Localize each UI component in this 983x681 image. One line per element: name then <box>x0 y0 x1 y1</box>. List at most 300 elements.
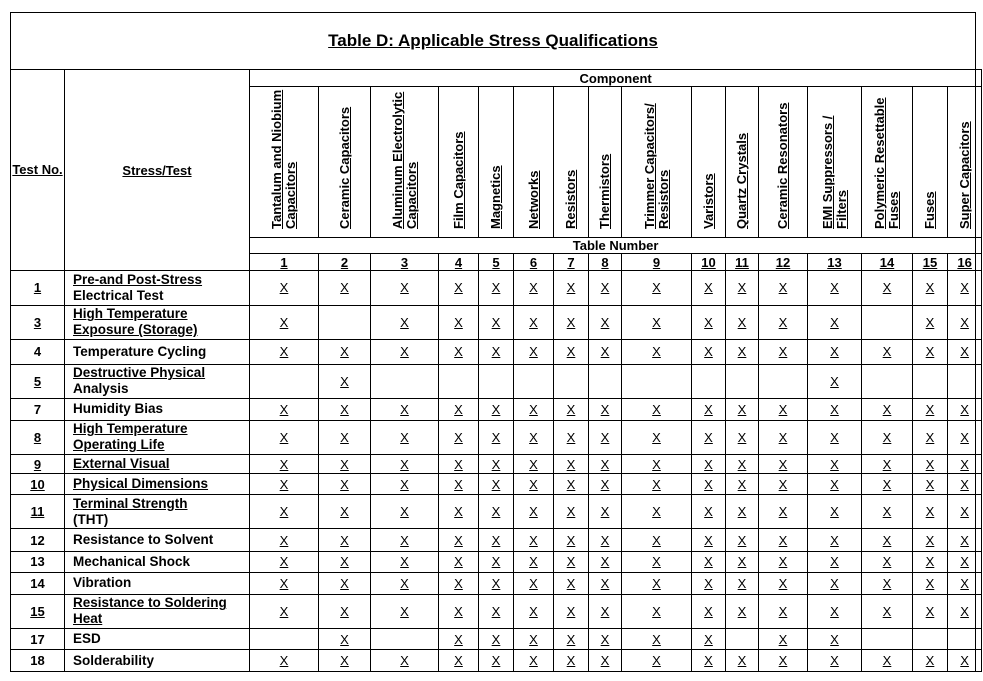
component-header <box>692 87 726 238</box>
applicability-mark: X <box>948 594 982 629</box>
applicability-mark: X <box>439 650 479 672</box>
applicability-mark: X <box>759 494 808 529</box>
applicability-mark: X <box>808 650 862 672</box>
applicability-mark <box>726 629 759 650</box>
applicability-mark: X <box>862 474 913 494</box>
component-header <box>554 87 589 238</box>
component-name: Polymeric Resettable Fuses <box>872 97 901 229</box>
test-number: 13 <box>11 551 65 572</box>
applicability-mark: X <box>439 494 479 529</box>
applicability-mark: X <box>479 650 514 672</box>
component-header <box>948 87 982 238</box>
applicability-mark: X <box>589 594 622 629</box>
applicability-mark: X <box>808 340 862 364</box>
applicability-mark: X <box>439 551 479 572</box>
stress-test-name: Physical Dimensions <box>65 474 250 494</box>
applicability-mark: X <box>726 474 759 494</box>
applicability-mark: X <box>479 340 514 364</box>
applicability-mark <box>622 364 692 399</box>
applicability-mark: X <box>808 455 862 474</box>
applicability-mark: X <box>692 399 726 420</box>
applicability-mark: X <box>759 594 808 629</box>
applicability-mark: X <box>692 455 726 474</box>
table-row <box>11 529 982 551</box>
stress-test-name: Mechanical Shock <box>65 551 250 572</box>
applicability-mark: X <box>622 474 692 494</box>
applicability-mark: X <box>514 474 554 494</box>
stress-test-name: Vibration <box>65 573 250 594</box>
applicability-mark: X <box>250 551 319 572</box>
table-number: 1 <box>250 254 319 271</box>
applicability-mark: X <box>862 420 913 455</box>
applicability-mark: X <box>808 474 862 494</box>
component-header <box>250 87 319 238</box>
component-header <box>862 87 913 238</box>
table-number: 2 <box>319 254 371 271</box>
table-number: 5 <box>479 254 514 271</box>
component-name: Ceramic Capacitors <box>336 106 352 229</box>
table-number: 15 <box>913 254 948 271</box>
applicability-mark: X <box>948 399 982 420</box>
applicability-mark: X <box>913 573 948 594</box>
applicability-mark: X <box>862 455 913 474</box>
applicability-mark: X <box>622 399 692 420</box>
applicability-mark: X <box>622 420 692 455</box>
applicability-mark: X <box>371 420 439 455</box>
applicability-mark <box>913 629 948 650</box>
test-number: 14 <box>11 573 65 594</box>
applicability-mark: X <box>514 340 554 364</box>
applicability-mark: X <box>371 399 439 420</box>
table-number: 4 <box>439 254 479 271</box>
stress-test-name: Pre-and Post-Stress Electrical Test <box>65 271 250 306</box>
applicability-mark: X <box>692 650 726 672</box>
test-number: 8 <box>11 420 65 455</box>
applicability-mark: X <box>514 305 554 340</box>
applicability-mark: X <box>948 420 982 455</box>
applicability-mark: X <box>692 271 726 306</box>
applicability-mark: X <box>862 399 913 420</box>
applicability-mark: X <box>913 650 948 672</box>
applicability-mark: X <box>479 573 514 594</box>
applicability-mark: X <box>759 271 808 306</box>
applicability-mark: X <box>371 305 439 340</box>
test-number: 11 <box>11 494 65 529</box>
applicability-mark: X <box>514 573 554 594</box>
applicability-mark: X <box>250 305 319 340</box>
applicability-mark: X <box>371 573 439 594</box>
test-number: 18 <box>11 650 65 672</box>
applicability-mark: X <box>554 420 589 455</box>
applicability-mark: X <box>589 455 622 474</box>
applicability-mark: X <box>726 455 759 474</box>
table-row <box>11 573 982 594</box>
applicability-mark: X <box>514 594 554 629</box>
applicability-mark: X <box>319 573 371 594</box>
applicability-mark: X <box>554 271 589 306</box>
applicability-mark: X <box>319 551 371 572</box>
component-name: Quartz Crystals <box>734 132 749 229</box>
applicability-mark: X <box>439 399 479 420</box>
applicability-mark <box>948 364 982 399</box>
applicability-mark: X <box>439 340 479 364</box>
applicability-mark: X <box>439 305 479 340</box>
table-number: 13 <box>808 254 862 271</box>
applicability-mark: X <box>371 455 439 474</box>
applicability-mark: X <box>692 629 726 650</box>
applicability-mark: X <box>250 494 319 529</box>
applicability-mark: X <box>319 340 371 364</box>
table-number: 14 <box>862 254 913 271</box>
applicability-mark: X <box>319 474 371 494</box>
test-number: 17 <box>11 629 65 650</box>
applicability-mark: X <box>622 271 692 306</box>
applicability-mark: X <box>250 455 319 474</box>
applicability-mark: X <box>554 494 589 529</box>
table-number: 16 <box>948 254 982 271</box>
applicability-mark: X <box>250 529 319 551</box>
applicability-mark: X <box>514 650 554 672</box>
applicability-mark: X <box>479 271 514 306</box>
applicability-mark: X <box>514 629 554 650</box>
applicability-mark: X <box>439 474 479 494</box>
applicability-mark: X <box>319 399 371 420</box>
applicability-mark: X <box>554 455 589 474</box>
applicability-mark <box>371 364 439 399</box>
applicability-mark: X <box>250 594 319 629</box>
applicability-mark: X <box>479 494 514 529</box>
table-row <box>11 420 982 455</box>
applicability-mark: X <box>479 529 514 551</box>
applicability-mark: X <box>250 420 319 455</box>
applicability-mark: X <box>692 551 726 572</box>
applicability-mark: X <box>479 629 514 650</box>
applicability-mark: X <box>554 551 589 572</box>
applicability-mark: X <box>479 594 514 629</box>
applicability-mark: X <box>913 271 948 306</box>
table-row <box>11 364 982 399</box>
component-header <box>913 87 948 238</box>
applicability-mark: X <box>554 340 589 364</box>
applicability-mark: X <box>319 420 371 455</box>
stress-test-name: Resistance to Solvent <box>65 529 250 551</box>
applicability-mark: X <box>726 340 759 364</box>
applicability-mark: X <box>319 650 371 672</box>
component-name: Resistors <box>563 169 578 229</box>
test-number: 5 <box>11 364 65 399</box>
test-number: 4 <box>11 340 65 364</box>
applicability-mark: X <box>913 420 948 455</box>
applicability-mark: X <box>759 399 808 420</box>
applicability-mark: X <box>589 494 622 529</box>
applicability-mark: X <box>250 650 319 672</box>
table-row <box>11 650 982 672</box>
applicability-mark: X <box>439 629 479 650</box>
applicability-mark: X <box>913 305 948 340</box>
applicability-mark: X <box>439 455 479 474</box>
applicability-mark: X <box>589 271 622 306</box>
applicability-mark: X <box>371 474 439 494</box>
applicability-mark: X <box>371 529 439 551</box>
table-number: 7 <box>554 254 589 271</box>
component-name: Super Capacitors <box>956 121 972 229</box>
applicability-mark: X <box>514 399 554 420</box>
applicability-mark: X <box>808 494 862 529</box>
applicability-mark: X <box>913 340 948 364</box>
component-header <box>808 87 862 238</box>
applicability-mark: X <box>554 474 589 494</box>
applicability-mark: X <box>692 340 726 364</box>
applicability-mark: X <box>479 455 514 474</box>
applicability-mark: X <box>862 573 913 594</box>
component-name: Ceramic Resonators <box>775 102 790 229</box>
applicability-mark <box>479 364 514 399</box>
component-header <box>622 87 692 238</box>
applicability-mark <box>862 629 913 650</box>
applicability-mark: X <box>514 271 554 306</box>
applicability-mark: X <box>759 474 808 494</box>
applicability-mark: X <box>759 455 808 474</box>
applicability-mark: X <box>913 474 948 494</box>
stress-test-name: High Temperature Exposure (Storage) <box>65 305 250 340</box>
applicability-mark: X <box>319 494 371 529</box>
applicability-mark: X <box>726 594 759 629</box>
applicability-mark: X <box>808 305 862 340</box>
applicability-mark: X <box>948 340 982 364</box>
table-row <box>11 399 982 420</box>
applicability-mark: X <box>589 573 622 594</box>
applicability-mark: X <box>913 455 948 474</box>
applicability-mark: X <box>862 340 913 364</box>
applicability-mark: X <box>479 420 514 455</box>
applicability-mark: X <box>759 340 808 364</box>
table-row <box>11 629 982 650</box>
applicability-mark: X <box>319 594 371 629</box>
applicability-mark: X <box>250 399 319 420</box>
applicability-mark: X <box>319 629 371 650</box>
applicability-mark: X <box>913 399 948 420</box>
applicability-mark: X <box>589 305 622 340</box>
applicability-mark: X <box>913 594 948 629</box>
test-number: 3 <box>11 305 65 340</box>
component-name: Film Capacitors <box>450 131 466 229</box>
applicability-mark <box>554 364 589 399</box>
header-table-number: Table Number <box>250 238 982 254</box>
applicability-mark: X <box>692 494 726 529</box>
applicability-mark: X <box>371 551 439 572</box>
applicability-mark: X <box>319 529 371 551</box>
applicability-mark: X <box>479 305 514 340</box>
component-name: Varistors <box>700 173 716 229</box>
applicability-mark: X <box>692 305 726 340</box>
applicability-mark: X <box>554 529 589 551</box>
applicability-mark: X <box>589 399 622 420</box>
applicability-mark: X <box>514 551 554 572</box>
stress-test-name: Resistance to Soldering Heat <box>65 594 250 629</box>
applicability-mark: X <box>759 305 808 340</box>
applicability-mark <box>514 364 554 399</box>
applicability-mark: X <box>371 340 439 364</box>
applicability-mark <box>589 364 622 399</box>
applicability-mark: X <box>439 529 479 551</box>
applicability-mark: X <box>589 551 622 572</box>
stress-qualification-table <box>10 69 982 672</box>
component-header <box>726 87 759 238</box>
applicability-mark: X <box>622 551 692 572</box>
applicability-mark: X <box>250 271 319 306</box>
applicability-mark: X <box>862 529 913 551</box>
applicability-mark: X <box>514 529 554 551</box>
applicability-mark: X <box>948 529 982 551</box>
applicability-mark: X <box>948 650 982 672</box>
table-number: 11 <box>726 254 759 271</box>
applicability-mark: X <box>319 271 371 306</box>
applicability-mark: X <box>554 629 589 650</box>
applicability-mark <box>862 305 913 340</box>
applicability-mark <box>439 364 479 399</box>
applicability-mark: X <box>726 420 759 455</box>
applicability-mark: X <box>250 474 319 494</box>
component-header <box>589 87 622 238</box>
component-name: Networks <box>525 170 541 229</box>
applicability-mark: X <box>808 271 862 306</box>
applicability-mark: X <box>479 551 514 572</box>
applicability-mark: X <box>862 271 913 306</box>
applicability-mark: X <box>622 455 692 474</box>
applicability-mark: X <box>948 474 982 494</box>
test-number: 15 <box>11 594 65 629</box>
applicability-mark: X <box>439 573 479 594</box>
table-row <box>11 305 982 340</box>
applicability-mark: X <box>692 573 726 594</box>
applicability-mark: X <box>371 271 439 306</box>
component-name: EMI Suppressors / Filters <box>819 115 849 229</box>
applicability-mark: X <box>726 494 759 529</box>
applicability-mark: X <box>726 399 759 420</box>
component-header <box>319 87 371 238</box>
applicability-mark <box>759 364 808 399</box>
component-header <box>759 87 808 238</box>
applicability-mark: X <box>554 305 589 340</box>
test-number: 10 <box>11 474 65 494</box>
applicability-mark: X <box>554 594 589 629</box>
applicability-mark <box>726 364 759 399</box>
applicability-mark: X <box>692 420 726 455</box>
stress-test-name: External Visual <box>65 455 250 474</box>
applicability-mark: X <box>913 551 948 572</box>
applicability-mark: X <box>808 594 862 629</box>
applicability-mark: X <box>726 529 759 551</box>
applicability-mark: X <box>948 271 982 306</box>
stress-test-name: Solderability <box>65 650 250 672</box>
applicability-mark: X <box>759 573 808 594</box>
applicability-mark: X <box>319 364 371 399</box>
applicability-mark: X <box>759 551 808 572</box>
component-header <box>371 87 439 238</box>
applicability-mark <box>913 364 948 399</box>
applicability-mark: X <box>808 629 862 650</box>
applicability-mark <box>250 629 319 650</box>
applicability-mark <box>319 305 371 340</box>
applicability-mark: X <box>622 573 692 594</box>
component-name: Fuses <box>922 191 937 229</box>
applicability-mark: X <box>726 551 759 572</box>
applicability-mark: X <box>589 629 622 650</box>
table-number: 8 <box>589 254 622 271</box>
applicability-mark: X <box>948 305 982 340</box>
applicability-mark: X <box>622 629 692 650</box>
applicability-mark: X <box>759 650 808 672</box>
applicability-mark: X <box>514 455 554 474</box>
applicability-mark: X <box>759 420 808 455</box>
applicability-mark <box>948 629 982 650</box>
table-number: 9 <box>622 254 692 271</box>
component-header <box>514 87 554 238</box>
test-number: 1 <box>11 271 65 306</box>
applicability-mark: X <box>692 474 726 494</box>
applicability-mark: X <box>759 529 808 551</box>
applicability-mark: X <box>250 340 319 364</box>
applicability-mark: X <box>589 650 622 672</box>
applicability-mark: X <box>479 399 514 420</box>
applicability-mark <box>371 629 439 650</box>
header-component: Component <box>250 70 982 87</box>
applicability-mark: X <box>913 529 948 551</box>
applicability-mark: X <box>319 455 371 474</box>
table-row <box>11 455 982 474</box>
applicability-mark: X <box>589 420 622 455</box>
page-title: Table D: Applicable Stress Qualifications <box>328 30 658 50</box>
applicability-mark: X <box>439 594 479 629</box>
applicability-mark: X <box>948 455 982 474</box>
applicability-mark: X <box>808 551 862 572</box>
applicability-mark: X <box>759 629 808 650</box>
test-number: 9 <box>11 455 65 474</box>
stress-test-name: Destructive Physical Analysis <box>65 364 250 399</box>
component-name: Tantalum and Niobium Capacitors <box>269 89 298 229</box>
component-header <box>479 87 514 238</box>
table-number: 10 <box>692 254 726 271</box>
applicability-mark: X <box>862 650 913 672</box>
table-row <box>11 340 982 364</box>
applicability-mark: X <box>692 594 726 629</box>
table-number: 12 <box>759 254 808 271</box>
stress-test-name: Humidity Bias <box>65 399 250 420</box>
applicability-mark: X <box>622 529 692 551</box>
component-name: Magnetics <box>488 165 503 229</box>
applicability-mark: X <box>622 494 692 529</box>
applicability-mark: X <box>589 529 622 551</box>
applicability-mark: X <box>726 271 759 306</box>
applicability-mark: X <box>862 551 913 572</box>
applicability-mark: X <box>808 529 862 551</box>
applicability-mark: X <box>862 494 913 529</box>
applicability-mark <box>692 364 726 399</box>
applicability-mark: X <box>622 594 692 629</box>
applicability-mark: X <box>439 420 479 455</box>
header-test-no: Test No. <box>11 70 65 271</box>
applicability-mark: X <box>554 650 589 672</box>
applicability-mark: X <box>622 650 692 672</box>
table-row <box>11 474 982 494</box>
applicability-mark: X <box>514 420 554 455</box>
applicability-mark: X <box>726 650 759 672</box>
applicability-mark: X <box>808 573 862 594</box>
header-stress-test: Stress/Test <box>65 70 250 271</box>
stress-test-name: Temperature Cycling <box>65 340 250 364</box>
applicability-mark: X <box>808 420 862 455</box>
table-row <box>11 551 982 572</box>
